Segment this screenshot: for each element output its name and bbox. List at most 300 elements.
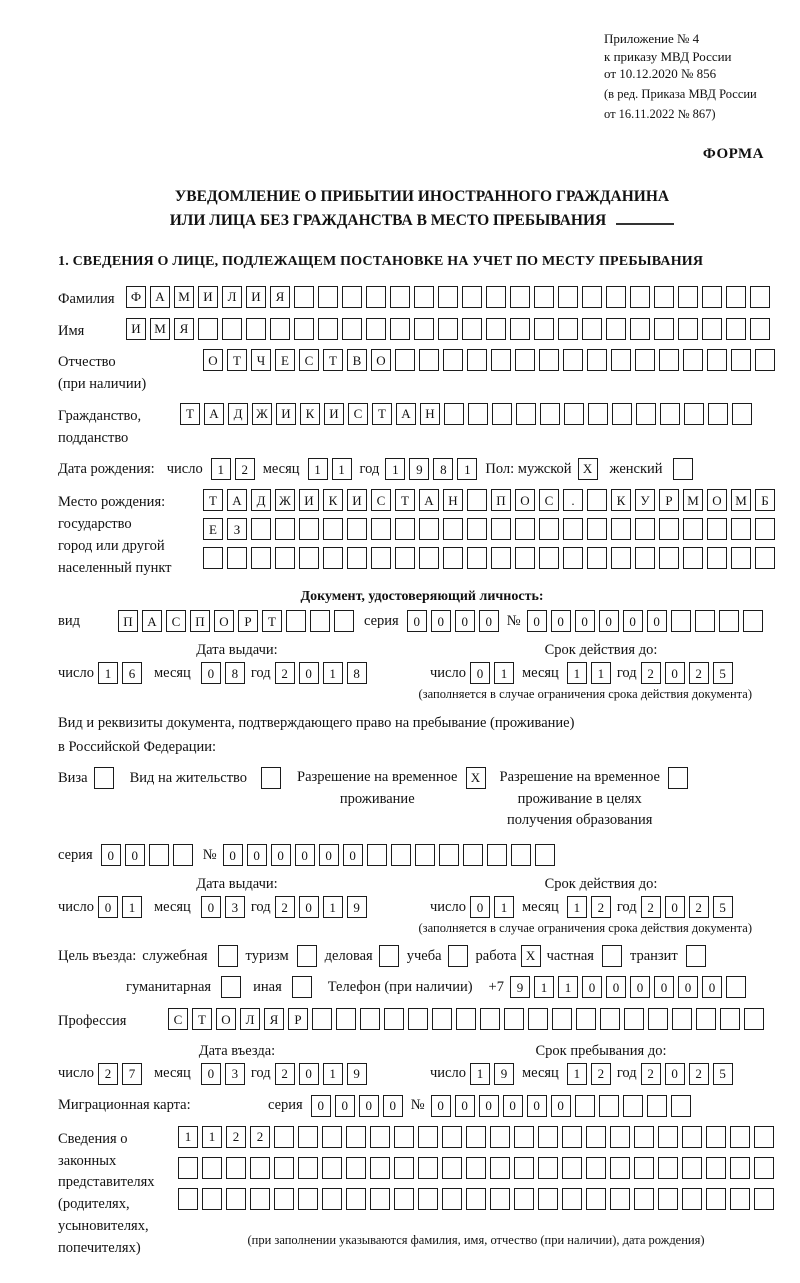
char-cell[interactable] [564, 403, 584, 425]
char-cell[interactable] [312, 1008, 332, 1030]
char-cell[interactable] [275, 518, 295, 540]
char-cell[interactable] [491, 547, 511, 569]
char-cell[interactable] [558, 318, 578, 340]
char-cell[interactable]: 2 [591, 896, 611, 918]
char-cell[interactable]: А [150, 286, 170, 308]
char-cell[interactable] [587, 518, 607, 540]
char-cell[interactable]: 0 [271, 844, 291, 866]
char-cell[interactable] [678, 318, 698, 340]
char-cell[interactable] [443, 349, 463, 371]
char-cell[interactable] [634, 1126, 654, 1148]
char-cell[interactable] [318, 318, 338, 340]
char-cell[interactable] [226, 1188, 246, 1210]
char-cell[interactable] [586, 1126, 606, 1148]
char-cell[interactable] [516, 403, 536, 425]
char-cell[interactable] [246, 318, 266, 340]
issue1-day-cells[interactable] [98, 662, 142, 684]
char-cell[interactable] [708, 403, 728, 425]
char-cell[interactable] [648, 1008, 668, 1030]
char-cell[interactable] [599, 1095, 619, 1117]
char-cell[interactable] [250, 1188, 270, 1210]
char-cell[interactable] [707, 547, 727, 569]
char-cell[interactable] [562, 1188, 582, 1210]
char-cell[interactable]: 0 [654, 976, 674, 998]
profession-cells[interactable] [168, 1008, 764, 1030]
char-cell[interactable] [552, 1008, 572, 1030]
char-cell[interactable]: 0 [383, 1095, 403, 1117]
char-cell[interactable] [671, 1095, 691, 1117]
char-cell[interactable]: 5 [713, 662, 733, 684]
char-cell[interactable] [444, 403, 464, 425]
char-cell[interactable]: 0 [359, 1095, 379, 1117]
char-cell[interactable] [371, 547, 391, 569]
char-cell[interactable] [582, 318, 602, 340]
char-cell[interactable] [563, 518, 583, 540]
char-cell[interactable] [250, 1157, 270, 1179]
char-cell[interactable] [586, 1157, 606, 1179]
char-cell[interactable] [588, 403, 608, 425]
stay-day-cells[interactable] [470, 1063, 514, 1085]
char-cell[interactable] [538, 1157, 558, 1179]
char-cell[interactable]: О [515, 489, 535, 511]
char-cell[interactable]: З [227, 518, 247, 540]
surname-cells[interactable] [126, 286, 770, 308]
char-cell[interactable]: 0 [343, 844, 363, 866]
char-cell[interactable] [743, 610, 763, 632]
char-cell[interactable] [515, 349, 535, 371]
char-cell[interactable] [671, 610, 691, 632]
char-cell[interactable] [395, 518, 415, 540]
char-cell[interactable] [274, 1126, 294, 1148]
char-cell[interactable] [538, 1126, 558, 1148]
char-cell[interactable] [298, 1157, 318, 1179]
valid1-day-cells[interactable] [470, 662, 514, 684]
char-cell[interactable] [490, 1126, 510, 1148]
char-cell[interactable] [149, 844, 169, 866]
char-cell[interactable]: 1 [457, 458, 477, 480]
char-cell[interactable]: С [348, 403, 368, 425]
char-cell[interactable]: У [635, 489, 655, 511]
char-cell[interactable]: 0 [101, 844, 121, 866]
char-cell[interactable] [419, 349, 439, 371]
char-cell[interactable]: 0 [431, 1095, 451, 1117]
char-cell[interactable]: 0 [503, 1095, 523, 1117]
char-cell[interactable]: Н [443, 489, 463, 511]
char-cell[interactable] [750, 286, 770, 308]
char-cell[interactable] [535, 844, 555, 866]
birthplace-cells-row2[interactable] [203, 518, 775, 540]
char-cell[interactable] [322, 1126, 342, 1148]
char-cell[interactable]: Т [180, 403, 200, 425]
char-cell[interactable]: О [203, 349, 223, 371]
temp-residence-education-checkbox[interactable] [668, 767, 688, 789]
char-cell[interactable]: 2 [641, 896, 661, 918]
char-cell[interactable] [606, 286, 626, 308]
char-cell[interactable]: Ч [251, 349, 271, 371]
char-cell[interactable]: Ж [252, 403, 272, 425]
char-cell[interactable] [322, 1157, 342, 1179]
char-cell[interactable]: 0 [407, 610, 427, 632]
char-cell[interactable] [510, 286, 530, 308]
char-cell[interactable]: 0 [599, 610, 619, 632]
char-cell[interactable] [504, 1008, 524, 1030]
char-cell[interactable]: М [174, 286, 194, 308]
char-cell[interactable] [587, 349, 607, 371]
char-cell[interactable]: 1 [567, 662, 587, 684]
migcard-seriya-cells[interactable] [311, 1095, 403, 1117]
char-cell[interactable]: 6 [122, 662, 142, 684]
char-cell[interactable] [442, 1126, 462, 1148]
char-cell[interactable]: 1 [122, 896, 142, 918]
char-cell[interactable] [623, 1095, 643, 1117]
char-cell[interactable] [462, 318, 482, 340]
char-cell[interactable] [419, 518, 439, 540]
char-cell[interactable] [480, 1008, 500, 1030]
char-cell[interactable]: И [198, 286, 218, 308]
char-cell[interactable] [408, 1008, 428, 1030]
char-cell[interactable] [173, 844, 193, 866]
citizenship-cells[interactable] [180, 403, 752, 425]
char-cell[interactable] [755, 547, 775, 569]
issue1-year-cells[interactable] [275, 662, 367, 684]
char-cell[interactable]: 1 [202, 1126, 222, 1148]
char-cell[interactable]: С [166, 610, 186, 632]
char-cell[interactable] [706, 1126, 726, 1148]
char-cell[interactable] [486, 286, 506, 308]
char-cell[interactable]: 0 [201, 662, 221, 684]
char-cell[interactable]: 1 [494, 662, 514, 684]
issue2-month-cells[interactable] [201, 896, 245, 918]
char-cell[interactable] [251, 518, 271, 540]
char-cell[interactable] [539, 349, 559, 371]
char-cell[interactable]: Д [228, 403, 248, 425]
char-cell[interactable]: Е [203, 518, 223, 540]
char-cell[interactable]: С [371, 489, 391, 511]
char-cell[interactable]: Ж [275, 489, 295, 511]
char-cell[interactable] [658, 1157, 678, 1179]
char-cell[interactable] [467, 349, 487, 371]
char-cell[interactable]: О [371, 349, 391, 371]
char-cell[interactable]: И [276, 403, 296, 425]
char-cell[interactable]: Т [323, 349, 343, 371]
char-cell[interactable] [299, 518, 319, 540]
char-cell[interactable]: Я [264, 1008, 284, 1030]
char-cell[interactable] [366, 318, 386, 340]
char-cell[interactable] [395, 547, 415, 569]
char-cell[interactable] [755, 518, 775, 540]
char-cell[interactable] [731, 518, 751, 540]
issue2-day-cells[interactable] [98, 896, 142, 918]
char-cell[interactable] [659, 349, 679, 371]
char-cell[interactable]: Б [755, 489, 775, 511]
char-cell[interactable] [367, 844, 387, 866]
char-cell[interactable]: 0 [335, 1095, 355, 1117]
char-cell[interactable] [678, 286, 698, 308]
char-cell[interactable] [443, 547, 463, 569]
char-cell[interactable] [706, 1188, 726, 1210]
char-cell[interactable]: О [707, 489, 727, 511]
char-cell[interactable] [515, 547, 535, 569]
char-cell[interactable] [366, 286, 386, 308]
char-cell[interactable]: 1 [558, 976, 578, 998]
char-cell[interactable]: 0 [647, 610, 667, 632]
purpose-official-checkbox[interactable] [218, 945, 238, 967]
char-cell[interactable]: 0 [201, 896, 221, 918]
char-cell[interactable]: 0 [431, 610, 451, 632]
char-cell[interactable]: П [491, 489, 511, 511]
char-cell[interactable]: К [611, 489, 631, 511]
char-cell[interactable]: 8 [225, 662, 245, 684]
char-cell[interactable] [726, 286, 746, 308]
entry-year-cells[interactable] [275, 1063, 367, 1085]
char-cell[interactable] [390, 318, 410, 340]
char-cell[interactable] [251, 547, 271, 569]
char-cell[interactable]: Ф [126, 286, 146, 308]
char-cell[interactable]: 1 [308, 458, 328, 480]
char-cell[interactable]: 0 [470, 662, 490, 684]
iddoc-num-cells[interactable] [527, 610, 763, 632]
purpose-humanitarian-checkbox[interactable] [221, 976, 241, 998]
char-cell[interactable]: 2 [98, 1063, 118, 1085]
char-cell[interactable] [514, 1188, 534, 1210]
char-cell[interactable] [562, 1126, 582, 1148]
purpose-other-checkbox[interactable] [292, 976, 312, 998]
char-cell[interactable]: Е [275, 349, 295, 371]
char-cell[interactable] [178, 1188, 198, 1210]
char-cell[interactable]: А [204, 403, 224, 425]
purpose-tourism-checkbox[interactable] [297, 945, 317, 967]
char-cell[interactable]: 0 [551, 1095, 571, 1117]
purpose-transit-checkbox[interactable] [686, 945, 706, 967]
char-cell[interactable] [610, 1126, 630, 1148]
char-cell[interactable] [342, 286, 362, 308]
char-cell[interactable]: 9 [347, 1063, 367, 1085]
char-cell[interactable] [347, 547, 367, 569]
char-cell[interactable] [612, 403, 632, 425]
char-cell[interactable] [294, 286, 314, 308]
char-cell[interactable] [647, 1095, 667, 1117]
char-cell[interactable] [298, 1188, 318, 1210]
char-cell[interactable]: 0 [299, 1063, 319, 1085]
char-cell[interactable]: С [539, 489, 559, 511]
char-cell[interactable]: 3 [225, 1063, 245, 1085]
char-cell[interactable]: 2 [689, 896, 709, 918]
char-cell[interactable]: И [324, 403, 344, 425]
char-cell[interactable]: И [299, 489, 319, 511]
char-cell[interactable] [731, 349, 751, 371]
char-cell[interactable]: 2 [275, 662, 295, 684]
char-cell[interactable]: 1 [211, 458, 231, 480]
char-cell[interactable]: 0 [551, 610, 571, 632]
char-cell[interactable]: А [396, 403, 416, 425]
char-cell[interactable] [347, 518, 367, 540]
char-cell[interactable] [346, 1126, 366, 1148]
char-cell[interactable] [227, 547, 247, 569]
char-cell[interactable] [514, 1126, 534, 1148]
valid2-month-cells[interactable] [567, 896, 611, 918]
representatives-cells-row3[interactable] [178, 1188, 774, 1210]
char-cell[interactable] [491, 349, 511, 371]
char-cell[interactable]: Я [174, 318, 194, 340]
char-cell[interactable] [514, 1157, 534, 1179]
char-cell[interactable] [539, 547, 559, 569]
char-cell[interactable] [575, 1095, 595, 1117]
char-cell[interactable]: 9 [494, 1063, 514, 1085]
char-cell[interactable]: 9 [510, 976, 530, 998]
migcard-num-cells[interactable] [431, 1095, 691, 1117]
char-cell[interactable]: 0 [201, 1063, 221, 1085]
char-cell[interactable] [654, 286, 674, 308]
char-cell[interactable]: 2 [235, 458, 255, 480]
char-cell[interactable] [538, 1188, 558, 1210]
char-cell[interactable] [490, 1157, 510, 1179]
char-cell[interactable] [466, 1188, 486, 1210]
char-cell[interactable] [732, 403, 752, 425]
char-cell[interactable] [394, 1126, 414, 1148]
char-cell[interactable] [487, 844, 507, 866]
char-cell[interactable] [682, 1188, 702, 1210]
char-cell[interactable] [534, 286, 554, 308]
char-cell[interactable] [606, 318, 626, 340]
char-cell[interactable]: В [347, 349, 367, 371]
char-cell[interactable]: М [150, 318, 170, 340]
char-cell[interactable] [274, 1157, 294, 1179]
char-cell[interactable] [466, 1126, 486, 1148]
char-cell[interactable] [730, 1188, 750, 1210]
char-cell[interactable]: 1 [567, 1063, 587, 1085]
char-cell[interactable] [198, 318, 218, 340]
sex-male-checkbox[interactable]: X [578, 458, 598, 480]
char-cell[interactable] [600, 1008, 620, 1030]
resident-num-cells[interactable] [223, 844, 555, 866]
char-cell[interactable] [490, 1188, 510, 1210]
char-cell[interactable] [442, 1188, 462, 1210]
char-cell[interactable] [658, 1188, 678, 1210]
char-cell[interactable]: 0 [311, 1095, 331, 1117]
char-cell[interactable] [672, 1008, 692, 1030]
char-cell[interactable] [726, 318, 746, 340]
char-cell[interactable] [318, 286, 338, 308]
iddoc-vid-cells[interactable] [118, 610, 354, 632]
char-cell[interactable] [611, 518, 631, 540]
char-cell[interactable] [178, 1157, 198, 1179]
char-cell[interactable] [731, 547, 751, 569]
purpose-study-checkbox[interactable] [448, 945, 468, 967]
char-cell[interactable] [202, 1188, 222, 1210]
char-cell[interactable] [310, 610, 330, 632]
char-cell[interactable]: 0 [630, 976, 650, 998]
purpose-business-checkbox[interactable] [379, 945, 399, 967]
char-cell[interactable]: Т [395, 489, 415, 511]
char-cell[interactable] [659, 518, 679, 540]
char-cell[interactable] [515, 518, 535, 540]
char-cell[interactable] [394, 1157, 414, 1179]
char-cell[interactable]: 1 [534, 976, 554, 998]
char-cell[interactable]: О [214, 610, 234, 632]
purpose-work-checkbox[interactable]: X [521, 945, 541, 967]
char-cell[interactable] [658, 1126, 678, 1148]
char-cell[interactable]: 8 [433, 458, 453, 480]
char-cell[interactable] [755, 349, 775, 371]
char-cell[interactable] [360, 1008, 380, 1030]
char-cell[interactable] [370, 1126, 390, 1148]
char-cell[interactable] [684, 403, 704, 425]
char-cell[interactable] [754, 1126, 774, 1148]
char-cell[interactable]: К [300, 403, 320, 425]
char-cell[interactable]: 0 [527, 610, 547, 632]
char-cell[interactable]: 0 [299, 896, 319, 918]
char-cell[interactable] [346, 1157, 366, 1179]
char-cell[interactable]: 0 [247, 844, 267, 866]
char-cell[interactable] [539, 518, 559, 540]
char-cell[interactable]: 0 [98, 896, 118, 918]
char-cell[interactable]: 2 [689, 1063, 709, 1085]
resident-seriya-cells[interactable] [101, 844, 193, 866]
valid1-month-cells[interactable] [567, 662, 611, 684]
char-cell[interactable]: Л [240, 1008, 260, 1030]
char-cell[interactable]: 2 [275, 1063, 295, 1085]
purpose-private-checkbox[interactable] [602, 945, 622, 967]
char-cell[interactable]: 2 [226, 1126, 246, 1148]
char-cell[interactable]: 0 [455, 1095, 475, 1117]
char-cell[interactable]: М [731, 489, 751, 511]
char-cell[interactable]: 0 [678, 976, 698, 998]
char-cell[interactable] [346, 1188, 366, 1210]
char-cell[interactable] [395, 349, 415, 371]
iddoc-seriya-cells[interactable] [407, 610, 499, 632]
char-cell[interactable]: 2 [641, 662, 661, 684]
char-cell[interactable] [587, 547, 607, 569]
char-cell[interactable]: 2 [641, 1063, 661, 1085]
char-cell[interactable]: 0 [470, 896, 490, 918]
char-cell[interactable]: 0 [582, 976, 602, 998]
char-cell[interactable] [439, 844, 459, 866]
char-cell[interactable] [443, 518, 463, 540]
char-cell[interactable] [707, 349, 727, 371]
char-cell[interactable] [754, 1157, 774, 1179]
char-cell[interactable] [299, 547, 319, 569]
char-cell[interactable]: С [168, 1008, 188, 1030]
char-cell[interactable]: 0 [295, 844, 315, 866]
char-cell[interactable] [683, 518, 703, 540]
firstname-cells[interactable] [126, 318, 770, 340]
birthplace-cells-row1[interactable] [203, 489, 775, 511]
char-cell[interactable] [511, 844, 531, 866]
char-cell[interactable]: А [227, 489, 247, 511]
sex-female-checkbox[interactable] [673, 458, 693, 480]
char-cell[interactable] [414, 318, 434, 340]
char-cell[interactable] [336, 1008, 356, 1030]
char-cell[interactable] [576, 1008, 596, 1030]
char-cell[interactable] [370, 1157, 390, 1179]
char-cell[interactable] [610, 1188, 630, 1210]
char-cell[interactable] [468, 403, 488, 425]
char-cell[interactable] [563, 349, 583, 371]
birthplace-cells-row3[interactable] [203, 547, 775, 569]
entry-month-cells[interactable] [201, 1063, 245, 1085]
char-cell[interactable]: Р [238, 610, 258, 632]
char-cell[interactable]: А [142, 610, 162, 632]
char-cell[interactable]: 1 [385, 458, 405, 480]
char-cell[interactable] [587, 489, 607, 511]
char-cell[interactable] [463, 844, 483, 866]
char-cell[interactable]: К [323, 489, 343, 511]
char-cell[interactable]: И [347, 489, 367, 511]
char-cell[interactable]: Л [222, 286, 242, 308]
char-cell[interactable] [323, 518, 343, 540]
char-cell[interactable] [610, 1157, 630, 1179]
char-cell[interactable]: 0 [665, 662, 685, 684]
